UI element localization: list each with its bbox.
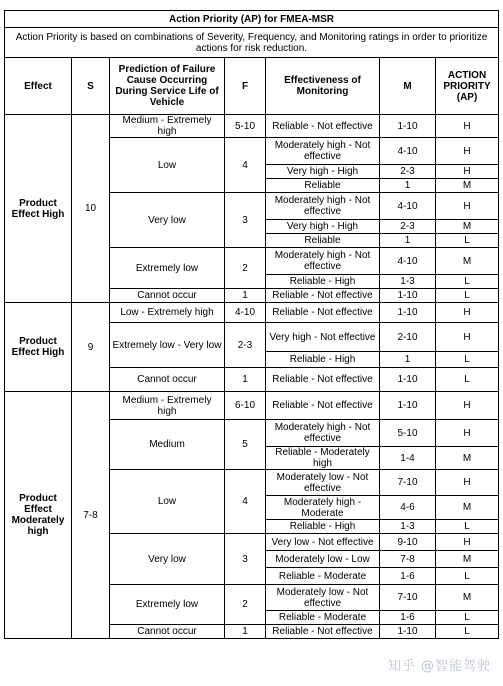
prediction-cell: Cannot occur bbox=[110, 289, 225, 303]
monitoring-cell: Very high - Not effective bbox=[266, 323, 380, 352]
action-priority-cell: L bbox=[436, 289, 499, 303]
action-priority-cell: H bbox=[436, 392, 499, 420]
frequency-cell: 1 bbox=[225, 368, 266, 392]
monitoring-cell: Reliable - Not effective bbox=[266, 625, 380, 639]
monitoring-cell: Moderately low - Not effective bbox=[266, 470, 380, 496]
effect-cell: Product Effect Moderately high bbox=[5, 392, 72, 639]
table-description: Action Priority is based on combinations of Severity, Frequency, and Monitoring ratings in order to prioritize actions for risk reduction. bbox=[5, 28, 499, 58]
monitoring-rating-cell: 7-8 bbox=[380, 551, 436, 568]
header-prediction: Prediction of Failure Cause Occurring During Service Life of Vehicle bbox=[110, 58, 225, 115]
monitoring-cell: Reliable - High bbox=[266, 352, 380, 368]
severity-cell: 7-8 bbox=[72, 392, 110, 639]
prediction-cell: Cannot occur bbox=[110, 368, 225, 392]
action-priority-cell: L bbox=[436, 275, 499, 289]
monitoring-rating-cell: 1-3 bbox=[380, 520, 436, 534]
monitoring-cell: Moderately high - Not effective bbox=[266, 420, 380, 447]
prediction-cell: Extremely low bbox=[110, 248, 225, 289]
monitoring-cell: Reliable - Not effective bbox=[266, 368, 380, 392]
monitoring-cell: Moderately high - Not effective bbox=[266, 248, 380, 275]
action-priority-cell: M bbox=[436, 496, 499, 520]
action-priority-cell: L bbox=[436, 520, 499, 534]
action-priority-cell: M bbox=[436, 551, 499, 568]
severity-cell: 10 bbox=[72, 115, 110, 303]
monitoring-rating-cell: 4-10 bbox=[380, 248, 436, 275]
prediction-cell: Extremely low - Very low bbox=[110, 323, 225, 368]
monitoring-rating-cell: 1 bbox=[380, 234, 436, 248]
monitoring-cell: Very high - High bbox=[266, 165, 380, 179]
monitoring-rating-cell: 2-3 bbox=[380, 220, 436, 234]
action-priority-cell: H bbox=[436, 115, 499, 138]
monitoring-cell: Moderately high - Not effective bbox=[266, 138, 380, 165]
header-s: S bbox=[72, 58, 110, 115]
prediction-cell: Medium - Extremely high bbox=[110, 392, 225, 420]
monitoring-rating-cell: 2-3 bbox=[380, 165, 436, 179]
action-priority-table bbox=[4, 10, 499, 639]
frequency-cell: 4 bbox=[225, 138, 266, 193]
action-priority-cell: H bbox=[436, 138, 499, 165]
monitoring-rating-cell: 1-10 bbox=[380, 303, 436, 323]
action-priority-cell: L bbox=[436, 234, 499, 248]
action-priority-cell: H bbox=[436, 420, 499, 447]
action-priority-cell: M bbox=[436, 179, 499, 193]
action-priority-cell: H bbox=[436, 193, 499, 220]
frequency-cell: 3 bbox=[225, 534, 266, 585]
frequency-cell: 4 bbox=[225, 470, 266, 534]
prediction-cell: Medium bbox=[110, 420, 225, 470]
monitoring-rating-cell: 2-10 bbox=[380, 323, 436, 352]
action-priority-cell: M bbox=[436, 248, 499, 275]
frequency-cell: 2-3 bbox=[225, 323, 266, 368]
action-priority-cell: M bbox=[436, 585, 499, 611]
severity-cell: 9 bbox=[72, 303, 110, 392]
action-priority-cell: M bbox=[436, 447, 499, 470]
monitoring-rating-cell: 5-10 bbox=[380, 420, 436, 447]
monitoring-cell: Reliable - Moderate bbox=[266, 568, 380, 585]
monitoring-cell: Moderately low - Not effective bbox=[266, 585, 380, 611]
action-priority-cell: H bbox=[436, 323, 499, 352]
action-priority-cell: L bbox=[436, 625, 499, 639]
header-m: M bbox=[380, 58, 436, 115]
action-priority-cell: L bbox=[436, 368, 499, 392]
monitoring-rating-cell: 1 bbox=[380, 352, 436, 368]
monitoring-rating-cell: 1-10 bbox=[380, 368, 436, 392]
prediction-cell: Low - Extremely high bbox=[110, 303, 225, 323]
monitoring-rating-cell: 1 bbox=[380, 179, 436, 193]
monitoring-cell: Reliable - High bbox=[266, 520, 380, 534]
watermark: 知乎 @智能驾驶 bbox=[387, 659, 491, 674]
monitoring-rating-cell: 1-4 bbox=[380, 447, 436, 470]
monitoring-cell: Reliable - Not effective bbox=[266, 289, 380, 303]
table-row bbox=[5, 115, 499, 138]
monitoring-cell: Moderately low - Low bbox=[266, 551, 380, 568]
monitoring-cell: Moderately high - Moderate bbox=[266, 496, 380, 520]
monitoring-cell: Reliable - Not effective bbox=[266, 115, 380, 138]
frequency-cell: 2 bbox=[225, 585, 266, 625]
prediction-cell: Low bbox=[110, 470, 225, 534]
action-priority-cell: L bbox=[436, 611, 499, 625]
frequency-cell: 5-10 bbox=[225, 115, 266, 138]
monitoring-rating-cell: 1-10 bbox=[380, 115, 436, 138]
table-row bbox=[5, 392, 499, 420]
table-title: Action Priority (AP) for FMEA-MSR bbox=[5, 11, 499, 28]
monitoring-rating-cell: 9-10 bbox=[380, 534, 436, 551]
frequency-cell: 2 bbox=[225, 248, 266, 289]
prediction-cell: Very low bbox=[110, 534, 225, 585]
monitoring-rating-cell: 4-6 bbox=[380, 496, 436, 520]
prediction-cell: Cannot occur bbox=[110, 625, 225, 639]
monitoring-rating-cell: 1-10 bbox=[380, 625, 436, 639]
monitoring-rating-cell: 1-6 bbox=[380, 611, 436, 625]
prediction-cell: Low bbox=[110, 138, 225, 193]
frequency-cell: 1 bbox=[225, 625, 266, 639]
action-priority-cell: L bbox=[436, 352, 499, 368]
monitoring-cell: Reliable - Moderate bbox=[266, 611, 380, 625]
effect-cell: Product Effect High bbox=[5, 115, 72, 303]
monitoring-rating-cell: 7-10 bbox=[380, 470, 436, 496]
header-f: F bbox=[225, 58, 266, 115]
action-priority-cell: H bbox=[436, 534, 499, 551]
monitoring-cell: Reliable - High bbox=[266, 275, 380, 289]
header-row bbox=[5, 58, 499, 115]
frequency-cell: 6-10 bbox=[225, 392, 266, 420]
monitoring-cell: Reliable - Not effective bbox=[266, 303, 380, 323]
title-row bbox=[5, 11, 499, 28]
action-priority-cell: H bbox=[436, 165, 499, 179]
header-ap: ACTION PRIORITY (AP) bbox=[436, 58, 499, 115]
frequency-cell: 4-10 bbox=[225, 303, 266, 323]
monitoring-rating-cell: 4-10 bbox=[380, 193, 436, 220]
action-priority-cell: L bbox=[436, 568, 499, 585]
effect-cell: Product Effect High bbox=[5, 303, 72, 392]
action-priority-cell: H bbox=[436, 470, 499, 496]
monitoring-cell: Reliable - Not effective bbox=[266, 392, 380, 420]
header-effect: Effect bbox=[5, 58, 72, 115]
monitoring-rating-cell: 4-10 bbox=[380, 138, 436, 165]
table-row bbox=[5, 303, 499, 323]
prediction-cell: Very low bbox=[110, 193, 225, 248]
action-priority-cell: M bbox=[436, 220, 499, 234]
frequency-cell: 3 bbox=[225, 193, 266, 248]
description-row bbox=[5, 28, 499, 58]
monitoring-rating-cell: 1-3 bbox=[380, 275, 436, 289]
monitoring-rating-cell: 7-10 bbox=[380, 585, 436, 611]
frequency-cell: 1 bbox=[225, 289, 266, 303]
monitoring-cell: Reliable bbox=[266, 179, 380, 193]
action-priority-cell: H bbox=[436, 303, 499, 323]
monitoring-rating-cell: 1-6 bbox=[380, 568, 436, 585]
header-monitoring: Effectiveness of Monitoring bbox=[266, 58, 380, 115]
monitoring-cell: Reliable bbox=[266, 234, 380, 248]
prediction-cell: Medium - Extremely high bbox=[110, 115, 225, 138]
monitoring-rating-cell: 1-10 bbox=[380, 392, 436, 420]
monitoring-cell: Moderately high - Not effective bbox=[266, 193, 380, 220]
monitoring-cell: Very high - High bbox=[266, 220, 380, 234]
monitoring-cell: Very low - Not effective bbox=[266, 534, 380, 551]
monitoring-cell: Reliable - Moderately high bbox=[266, 447, 380, 470]
prediction-cell: Extremely low bbox=[110, 585, 225, 625]
table-body bbox=[5, 11, 499, 639]
monitoring-rating-cell: 1-10 bbox=[380, 289, 436, 303]
frequency-cell: 5 bbox=[225, 420, 266, 470]
